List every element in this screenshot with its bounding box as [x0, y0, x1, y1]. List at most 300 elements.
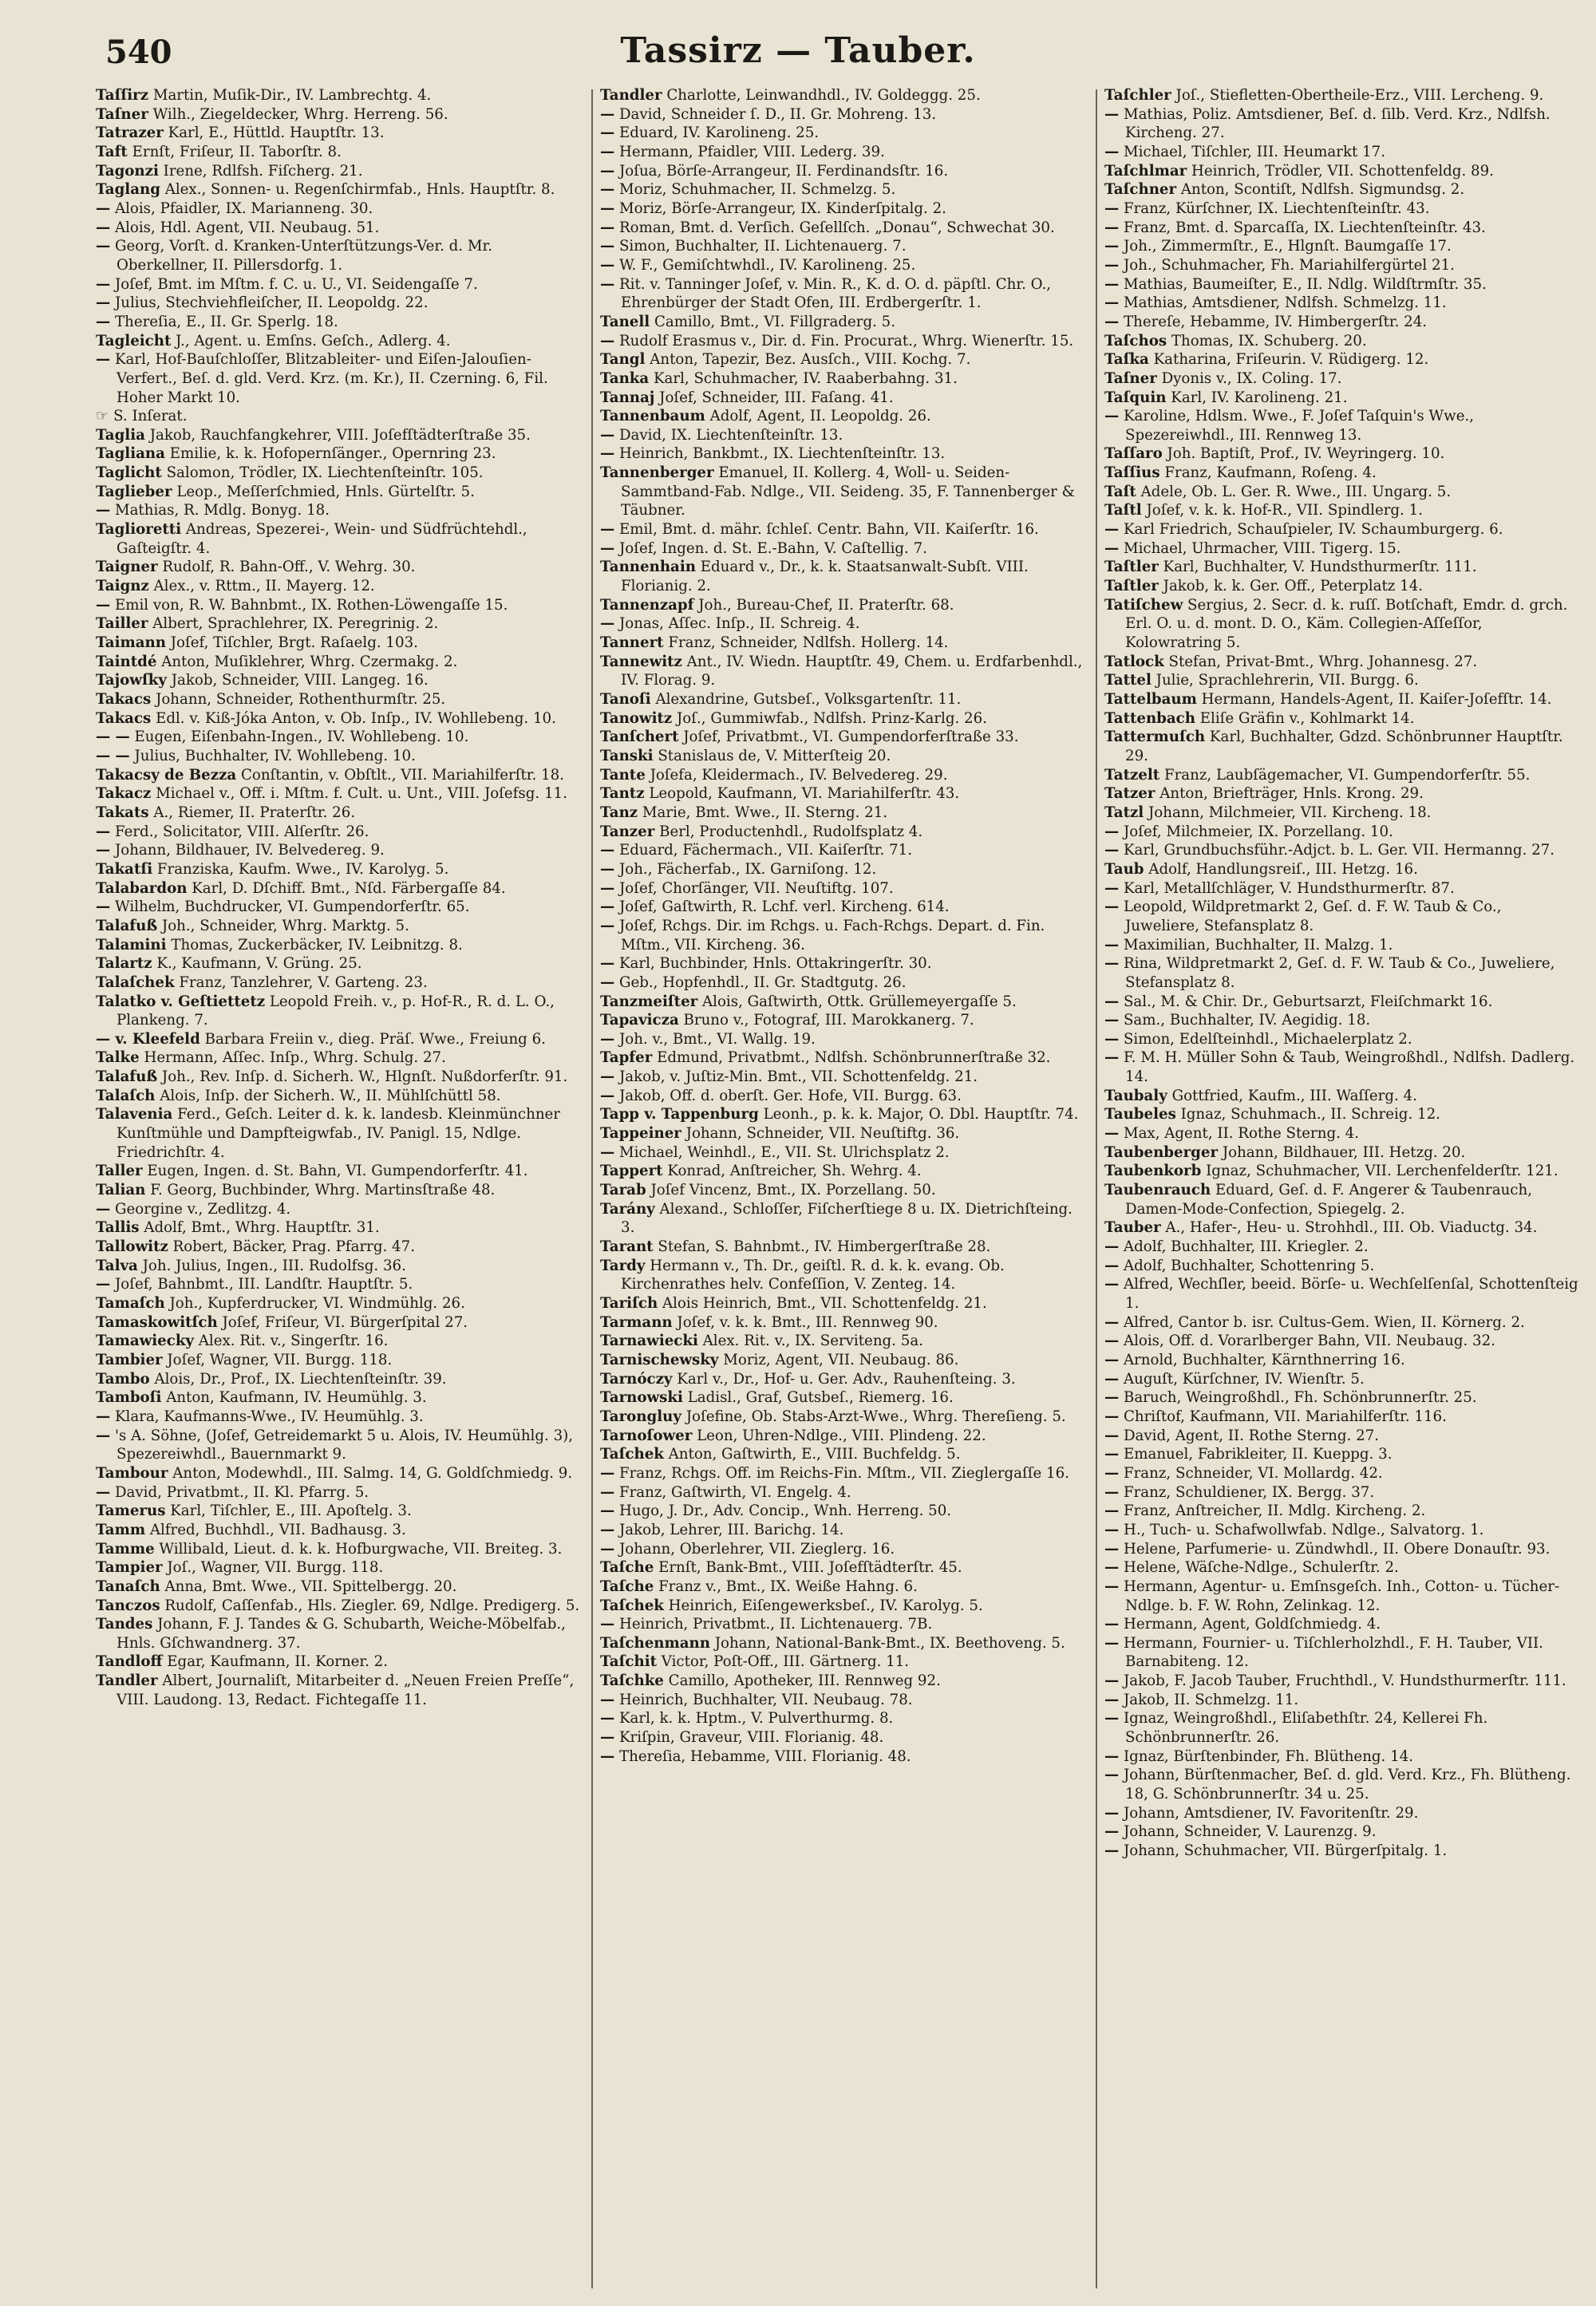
entry-details: Johann, Milchmeier, VII. Kircheng. 18.: [1144, 804, 1432, 821]
entry-surname: —: [600, 219, 615, 236]
directory-entry: [96, 1577, 584, 1597]
directory-entry: [96, 219, 584, 238]
entry-surname: Taſſaro: [1104, 445, 1163, 463]
entry-surname: —: [1104, 1333, 1120, 1350]
entry-surname: Tattermuſch: [1104, 729, 1206, 746]
entry-details: Joſef, v. k. k. Hof-R., VII. Spindlerg. 1.: [1141, 502, 1423, 519]
directory-entry: [600, 898, 1088, 917]
entry-surname: Takacz: [96, 785, 152, 803]
entry-surname: —: [600, 521, 615, 539]
directory-entry: [1104, 1502, 1580, 1521]
entry-details: Karl, E., Hüttld. Hauptſtr. 13.: [163, 124, 385, 142]
directory-entry: [600, 1427, 1088, 1446]
directory-entry: [1104, 1766, 1580, 1803]
entry-surname: Takacs: [96, 691, 152, 708]
entry-details: David, IX. Liechtenſteinſtr. 13.: [614, 426, 843, 444]
entry-details: Heinrich, Eiſengewerksbeſ., IV. Karolyg. 5.: [663, 1597, 983, 1614]
directory-entry: [96, 1048, 584, 1068]
entry-surname: —: [1104, 1672, 1120, 1690]
entry-details: Ferd., Geſch. Leiter d. k. k. landesb. Kleinmünchner Kunſtmühle und Dampfteigwfab., IV. Panigl. 15, Ndlge. Friedrichſtr. 4.: [117, 1106, 560, 1161]
directory-entry: [96, 823, 584, 842]
entry-surname: Taintdé: [96, 653, 157, 670]
directory-entry: [600, 1332, 1088, 1351]
entry-surname: Takats: [96, 804, 149, 821]
entry-details: Joh. Julius, Ingen., III. Rudolfsg. 36.: [137, 1257, 406, 1274]
entry-surname: —: [1104, 823, 1120, 840]
entry-surname: Tapfer: [600, 1049, 653, 1067]
entry-details: Ferd., Solicitator, VIII. Alſerſtr. 26.: [110, 823, 369, 840]
entry-details: Robert, Bäcker, Prag. Pfarrg. 47.: [168, 1238, 415, 1256]
directory-entry: [600, 728, 1088, 747]
entry-details: Stefan, Privat-Bmt., Whrg. Johannesg. 27.: [1163, 653, 1478, 670]
entry-surname: —: [1104, 238, 1120, 255]
directory-entry: [1104, 294, 1580, 313]
entry-surname: Taubeles: [1104, 1106, 1176, 1123]
entry-surname: Tattenbach: [1104, 709, 1195, 727]
entry-details: Karl, Hof-Bauſchloſſer, Blitzableiter- und Eiſen-Jalouſien-Verfert., Beſ. d. gld. Verd. Krz. (m. Kr.), II. Czerning. 6, Fil. Hoher Markt 10.: [110, 351, 548, 406]
directory-entry: [96, 1597, 584, 1616]
directory-entry: [600, 1068, 1088, 1087]
entry-surname: Tanzer: [600, 823, 655, 840]
directory-entry: [1104, 389, 1580, 408]
entry-surname: —: [600, 199, 615, 217]
entry-surname: —: [600, 1710, 615, 1728]
directory-entry: [600, 237, 1088, 256]
entry-details: Julius, Stechviehfleiſcher, II. Leopoldg. 22.: [110, 294, 429, 312]
entry-details: Joſef, Privatbmt., VI. Gumpendorferſtraße 33.: [678, 729, 1019, 746]
entry-details: Franz, Schuldiener, IX. Bergg. 37.: [1119, 1483, 1375, 1501]
entry-surname: Taſner: [96, 105, 148, 123]
entry-details: Eliſe Gräfin v., Kohlmarkt 14.: [1195, 709, 1415, 727]
entry-details: Thomas, Zuckerbäcker, IV. Leibnitzg. 8.: [166, 936, 463, 954]
entry-surname: —: [600, 1521, 615, 1538]
directory-entry: [1104, 1238, 1580, 1257]
entry-details: Ignaz, Weingroßhdl., Eliſabethſtr. 24, Kellerei Fh. Schönbrunnerſtr. 26.: [1119, 1710, 1488, 1747]
directory-entry: [96, 313, 584, 332]
entry-details: Michael, Uhrmacher, VIII. Tigerg. 15.: [1119, 539, 1401, 557]
entry-details: Joſef, Ingen. d. St. E.-Bahn, V. Caſtellig. 7.: [614, 539, 927, 557]
entry-surname: Tanaſch: [96, 1577, 160, 1595]
directory-entry: [96, 1200, 584, 1219]
entry-surname: —: [1104, 256, 1120, 274]
directory-entry: [600, 1351, 1088, 1370]
entry-details: Alois, Off. d. Vorarlberger Bahn, VII. Neubaug. 32.: [1119, 1333, 1495, 1350]
directory-entry: [96, 690, 584, 709]
entry-details: Thereſe, Hebamme, IV. Himbergerſtr. 24.: [1119, 313, 1428, 330]
directory-entry: [1104, 879, 1580, 898]
directory-entry: [96, 426, 584, 445]
entry-surname: Tattel: [1104, 672, 1152, 689]
entry-surname: Tagleicht: [96, 332, 172, 349]
directory-entry: [96, 1672, 584, 1709]
entry-details: Franz, Bmt. d. Sparcaſſa, IX. Liechtenſteinſtr. 43.: [1119, 219, 1486, 236]
entry-surname: Tamme: [96, 1540, 155, 1558]
directory-entry: [600, 1181, 1088, 1200]
entry-surname: —: [600, 1143, 615, 1161]
entry-surname: Tannenhain: [600, 559, 696, 576]
entry-surname: —: [1104, 199, 1120, 217]
entry-surname: Taſchner: [1104, 181, 1177, 199]
entry-details: Jakob, Lehrer, III. Barichg. 14.: [614, 1521, 844, 1538]
entry-details: Emilie, k. k. Hofopernſänger., Opernring 23.: [164, 445, 496, 463]
directory-entry: [600, 1577, 1088, 1597]
directory-entry: [1104, 1030, 1580, 1049]
entry-surname: —: [1104, 313, 1120, 330]
entry-details: Maximilian, Buchhalter, II. Malzg. 1.: [1119, 936, 1393, 954]
entry-surname: —: [1104, 955, 1120, 973]
entry-surname: Tarnawiecki: [600, 1333, 698, 1350]
entry-surname: Taignz: [96, 578, 149, 595]
entry-details: Eugen, Eiſenbahn-Ingen., IV. Wohllebeng. 10.: [129, 729, 469, 746]
entry-details: Johann, F. J. Tandes & G. Schubarth, Weiche-Möbelfab., Hnls. Gſchwandnerg. 37.: [117, 1616, 566, 1652]
entry-surname: —: [600, 1087, 615, 1104]
entry-details: Karl, Buchhalter, Gdzd. Schönbrunner Hauptſtr. 29.: [1125, 729, 1563, 764]
directory-entry: [600, 389, 1088, 408]
entry-surname: Tambier: [96, 1351, 163, 1368]
entry-surname: —: [600, 181, 615, 199]
entry-details: Conſtantin, v. Obſtlt., VII. Mariahilferſtr. 18.: [236, 766, 564, 784]
directory-entry: [96, 577, 584, 596]
directory-entry: [1104, 1181, 1580, 1218]
entry-details: Martin, Muſik-Dir., IV. Lambrechtg. 4.: [148, 87, 432, 104]
entry-surname: Tarnischewsky: [600, 1351, 719, 1368]
entry-details: Franz, Rchgs. Off. im Reichs-Fin. Mſtm., VII. Zieglergaſſe 16.: [614, 1464, 1069, 1482]
entry-surname: Taſchit: [600, 1653, 658, 1671]
directory-entry: [96, 1615, 584, 1653]
entry-details: Chriſtof, Kaufmann, VII. Mariahilferſtr. 116.: [1119, 1408, 1447, 1425]
directory-entry: [600, 199, 1088, 219]
directory-entry: [1104, 709, 1580, 729]
directory-entry: [1104, 501, 1580, 520]
entry-surname: —: [600, 1691, 615, 1708]
entry-surname: Tandler: [600, 87, 662, 104]
directory-entry: [1104, 1218, 1580, 1238]
directory-entry: [1104, 143, 1580, 162]
column-2: [600, 86, 1088, 2296]
directory-entry: [96, 917, 584, 936]
directory-entry: [600, 690, 1088, 709]
entry-details: Julie, Sprachlehrerin, VII. Burgg. 6.: [1151, 672, 1419, 689]
entry-details: Albert, Journaliſt, Mitarbeiter d. „Neuen Freien Preſſe“, VIII. Laudong. 13, Redact. Fichtegaſſe 11.: [117, 1672, 575, 1708]
directory-entry: [96, 860, 584, 879]
directory-entry: [96, 1162, 584, 1181]
entry-surname: Tarab: [600, 1182, 646, 1199]
directory-entry: [1104, 577, 1580, 596]
entry-details: Joſef, Wagner, VII. Burgg. 118.: [162, 1351, 393, 1368]
directory-entry: [96, 993, 584, 1030]
entry-surname: —: [1104, 1464, 1120, 1482]
directory-entry: [600, 143, 1088, 162]
directory-entry: [600, 520, 1088, 539]
entry-details: Jakob, v. Juſtiz-Min. Bmt., VII. Schottenfeldg. 21.: [614, 1068, 978, 1086]
entry-surname: Taimann: [96, 634, 166, 652]
directory-entry: [96, 653, 584, 672]
directory-entry: [1104, 1011, 1580, 1030]
entry-details: Dyonis v., IX. Coling. 17.: [1156, 369, 1342, 387]
directory-entry: [96, 1351, 584, 1370]
entry-surname: Taub: [1104, 860, 1144, 878]
directory-entry: [96, 596, 584, 615]
entry-surname: —: [600, 143, 615, 160]
directory-entry: [600, 464, 1088, 520]
entry-details: Franz, Schneider, VI. Mollardg. 42.: [1119, 1464, 1383, 1482]
directory-entry: [96, 1370, 584, 1389]
entry-details: A., Hafer-, Heu- u. Strohhdl., III. Ob. Viaductg. 34.: [1160, 1219, 1538, 1237]
entry-surname: Tailler: [96, 615, 148, 633]
entry-details: 's A. Söhne, (Joſef, Getreidemarkt 5 u. Alois, IV. Heumühlg. 3), Spezereiwhdl., Bauernmarkt 9.: [110, 1427, 574, 1463]
directory-entry: [600, 219, 1088, 238]
entry-surname: —: [1104, 1012, 1120, 1029]
directory-entry: [1104, 728, 1580, 765]
directory-entry: [600, 1143, 1088, 1163]
entry-details: F. M. H. Müller Sohn & Taub, Weingroßhdl., Ndlfsh. Dadlerg. 14.: [1119, 1049, 1575, 1086]
directory-entry: [600, 1709, 1088, 1728]
directory-entry: [1104, 313, 1580, 332]
entry-surname: —: [1104, 219, 1120, 236]
directory-entry: [600, 124, 1088, 143]
entry-surname: Tanowitz: [600, 709, 673, 727]
entry-details: Hermann, Agentur- u. Emſnsgeſch. Inh., Cotton- u. Tücher-Ndlge. b. F. W. Rohn, Zelinkag. 12.: [1119, 1577, 1560, 1614]
entry-surname: Tariſch: [600, 1295, 658, 1312]
entry-surname: —: [1104, 408, 1120, 425]
entry-surname: —: [600, 1540, 615, 1558]
entry-details: Rudolf, Caſſenfab., Hls. Ziegler. 69, Ndlge. Predigerg. 5.: [160, 1597, 580, 1614]
entry-details: Hermann, Handels-Agent, II. Kaiſer-Joſefſtr. 14.: [1196, 691, 1552, 708]
entry-details: Jonas, Aſſec. Inſp., II. Schreig. 4.: [614, 615, 860, 633]
entry-surname: —: [96, 1483, 111, 1501]
directory-entry: [600, 369, 1088, 389]
entry-details: Willibald, Lieut. d. k. k. Hofburgwache, VII. Breiteg. 3.: [154, 1540, 563, 1558]
directory-entry: [1104, 237, 1580, 256]
entry-surname: —: [1104, 1502, 1120, 1520]
directory-entry: [96, 1464, 584, 1483]
entry-details: Eugen, Ingen. d. St. Bahn, VI. Gumpendorferſtr. 41.: [142, 1163, 528, 1180]
directory-entry: [1104, 86, 1580, 105]
entry-surname: — v. Kleefeld: [96, 1030, 200, 1048]
entry-surname: Taſche: [600, 1577, 654, 1595]
entry-surname: Taſſius: [1104, 464, 1160, 482]
directory-entry: [600, 823, 1088, 842]
directory-entry: [96, 614, 584, 634]
entry-surname: Tanoſi: [600, 691, 651, 708]
entry-details: Hermann v., Th. Dr., geiſtl. R. d. k. k. evang. Ob. Kirchenrathes helv. Confeſſion, V. Zenteg. 14.: [621, 1257, 1005, 1293]
directory-entry: [1104, 256, 1580, 275]
directory-entry: [96, 143, 584, 162]
entry-details: Ladisl., Graf, Gutsbeſ., Riemerg. 16.: [682, 1389, 954, 1407]
directory-entry: [600, 784, 1088, 804]
entry-surname: Talaſchek: [96, 973, 175, 991]
directory-entry: [1104, 350, 1580, 369]
directory-entry: [96, 124, 584, 143]
directory-entry: [1104, 1691, 1580, 1710]
directory-entry: [96, 1105, 584, 1162]
entry-surname: Taglieber: [96, 483, 172, 500]
directory-entry: [1104, 1615, 1580, 1634]
entry-details: Joh., Rev. Inſp. d. Sicherh. W., Hlgnſt. Nußdorferſtr. 91.: [157, 1068, 568, 1086]
entry-details: Johann, Bildhauer, III. Hetzg. 20.: [1218, 1143, 1466, 1161]
directory-entry: [96, 898, 584, 917]
entry-details: Mathias, Baumeiſter, E., II. Ndlg. Wildſtrmſtr. 35.: [1119, 275, 1487, 293]
directory-entry: [600, 1653, 1088, 1672]
column-1: [96, 86, 584, 2296]
entry-surname: Tanell: [600, 313, 650, 330]
entry-surname: Taſtler: [1104, 578, 1159, 595]
entry-surname: Taglioretti: [96, 521, 182, 539]
directory-entry: [96, 444, 584, 464]
entry-details: Franz, Laubſägemacher, VI. Gumpendorferſtr. 55.: [1159, 766, 1531, 784]
entry-details: Alex., v. Rttm., II. Mayerg. 12.: [148, 578, 375, 595]
entry-details: A., Riemer, II. Praterſtr. 26.: [148, 804, 356, 821]
entry-details: Edl. v. Kiß-Jóka Anton, v. Ob. Inſp., IV. Wohllebeng. 10.: [151, 709, 556, 727]
directory-entry: [96, 1332, 584, 1351]
directory-entry: [1104, 1048, 1580, 1086]
entry-details: Michael, Tiſchler, III. Heumarkt 17.: [1119, 143, 1385, 160]
entry-surname: —: [1104, 521, 1120, 539]
entry-details: Joſef, Gaſtwirth, R. Lchf. verl. Kircheng. 614.: [614, 898, 950, 916]
directory-entry: [96, 162, 584, 181]
directory-entry: [600, 1087, 1088, 1106]
entry-details: Adolf, Bmt., Whrg. Hauptſtr. 31.: [139, 1219, 380, 1237]
entry-surname: Talartz: [96, 955, 152, 973]
entry-details: Charlotte, Leinwandhdl., IV. Goldeggg. 25.: [662, 87, 981, 104]
entry-details: Sal., M. & Chir. Dr., Geburtsarzt, Fleiſchmarkt 16.: [1119, 993, 1493, 1010]
entry-details: Ignaz, Schuhmacher, VII. Lerchenfelderſtr. 121.: [1201, 1163, 1558, 1180]
entry-surname: —: [96, 238, 111, 255]
entry-surname: —: [1104, 1276, 1120, 1293]
entry-surname: Taſchos: [1104, 332, 1167, 349]
entry-surname: —: [96, 596, 111, 614]
directory-entry: [1104, 898, 1580, 935]
directory-entry: [96, 879, 584, 898]
directory-entry: [96, 784, 584, 804]
entry-surname: Taſquin: [1104, 389, 1167, 406]
entry-surname: —: [600, 1464, 615, 1482]
entry-surname: —: [1104, 294, 1120, 312]
directory-entry: [96, 747, 584, 766]
directory-entry: [600, 180, 1088, 199]
entry-details: Karl, Buchhalter, V. Hundsthurmerſtr. 111.: [1158, 559, 1477, 576]
entry-details: Mathias, Poliz. Amtsdiener, Beſ. d. ſilb. Verd. Krz., Ndlfsh. Kircheng. 27.: [1119, 105, 1551, 142]
directory-entry: [600, 1445, 1088, 1464]
directory-entry: [96, 1427, 584, 1464]
entry-details: Camillo, Bmt., VI. Fillgraderg. 5.: [650, 313, 896, 330]
entry-surname: —: [600, 445, 615, 463]
entry-details: Franz, Gaſtwirth, VI. Engelg. 4.: [614, 1483, 851, 1501]
entry-details: Joh. Baptiſt, Prof., IV. Weyringerg. 10.: [1162, 445, 1445, 463]
entry-details: Alfred, Wechſler, beeid. Börſe- u. Wechſelſenſal, Schottenſteig 1.: [1119, 1276, 1578, 1312]
entry-surname: Taſche: [600, 1559, 654, 1577]
entry-details: Auguſt, Kürſchner, IV. Wienſtr. 5.: [1119, 1370, 1365, 1388]
entry-details: Joſef, Friſeur, VI. Bürgerſpital 27.: [217, 1313, 468, 1331]
entry-surname: Tanka: [600, 369, 650, 387]
entry-surname: —: [1104, 1030, 1120, 1048]
entry-details: Anna, Bmt. Wwe., VII. Spittelbergg. 20.: [160, 1577, 457, 1595]
entry-details: Karl, Grundbuchsführ.-Adjct. b. L. Ger. VII. Hermanng. 27.: [1119, 842, 1555, 859]
entry-surname: —: [1104, 1540, 1120, 1558]
directory-entry: [600, 766, 1088, 785]
entry-surname: —: [1104, 1691, 1120, 1708]
entry-surname: —: [96, 1200, 111, 1218]
directory-entry: [96, 501, 584, 520]
entry-details: Joſef, Tiſchler, Brgt. Raſaelg. 103.: [165, 634, 418, 652]
entry-surname: Tamm: [96, 1521, 146, 1538]
directory-entry: [600, 86, 1088, 105]
column-divider: [591, 89, 593, 2288]
directory-entry: [600, 1048, 1088, 1068]
directory-entry: [1104, 332, 1580, 351]
entry-surname: Tannert: [600, 634, 664, 652]
entry-surname: Tarongluy: [600, 1408, 681, 1425]
entry-details: Michael v., Off. i. Mſtm. f. Cult. u. Unt., VIII. Joſefsg. 11.: [151, 785, 567, 803]
directory-entry: [1104, 219, 1580, 238]
entry-surname: Taubenkorb: [1104, 1163, 1202, 1180]
entry-surname: —: [96, 1427, 111, 1444]
entry-details: Joh. v., Bmt., VI. Wallg. 19.: [614, 1030, 816, 1048]
entry-details: Ignaz, Schuhmach., II. Schreig. 12.: [1175, 1106, 1440, 1123]
entry-details: Franz, Schneider, Ndlfsh. Hollerg. 14.: [663, 634, 949, 652]
entry-details: Anton, Briefträger, Hnls. Krong. 29.: [1155, 785, 1424, 803]
entry-details: Joſ., Stiefletten-Obertheile-Erz., VIII. Lercheng. 9.: [1171, 87, 1544, 104]
entry-surname: —: [600, 256, 615, 274]
entry-details: Leopold Freih. v., p. Hof-R., R. d. L. O., Plankeng. 7.: [117, 993, 555, 1029]
directory-entry: [96, 973, 584, 993]
entry-details: Anton, Gaſtwirth, E., VIII. Buchfeldg. 5.: [663, 1446, 961, 1463]
entry-details: Stefan, S. Bahnbmt., IV. Himbergerſtraße 28.: [653, 1238, 991, 1256]
directory-entry: [96, 1408, 584, 1427]
entry-details: Karl, D. Dſchiff. Bmt., Nſd. Färbergaſſe 84.: [187, 879, 506, 897]
entry-surname: Takacs: [96, 709, 152, 727]
entry-surname: Tamawiecky: [96, 1333, 194, 1350]
directory-entry: [600, 614, 1088, 634]
directory-entry: [1104, 1143, 1580, 1163]
entry-surname: Taſchler: [1104, 87, 1171, 104]
directory-entry: [1104, 444, 1580, 464]
entry-details: Alois, Dr., Prof., IX. Liechtenſteinſtr. 39.: [149, 1370, 447, 1388]
directory-entry: [600, 1388, 1088, 1408]
entry-surname: —: [1104, 1842, 1120, 1860]
directory-entry: [96, 558, 584, 577]
directory-entry: [1104, 539, 1580, 559]
directory-entry: [1104, 1521, 1580, 1540]
entry-surname: —: [1104, 1370, 1120, 1388]
directory-entry: [96, 350, 584, 407]
entry-details: Johann, Schneider, Rothenthurmſtr. 25.: [151, 691, 446, 708]
entry-details: Berl, Productenhdl., Rudolfsplatz 4.: [654, 823, 923, 840]
entry-surname: Tannenbaum: [600, 408, 705, 425]
entry-details: Joſefine, Ob. Stabs-Arzt-Wwe., Whrg. Thereſieng. 5.: [681, 1408, 1066, 1425]
entry-details: Roman, Bmt. d. Verſich. Geſellſch. „Donau“, Schwechat 30.: [614, 219, 1055, 236]
entry-details: Georgine v., Zedlitzg. 4.: [110, 1200, 291, 1218]
entry-surname: Taglang: [96, 181, 160, 199]
entry-details: Jakob, F. Jacob Tauber, Fruchthdl., V. Hundsthurmerſtr. 111.: [1119, 1672, 1566, 1690]
directory-entry: [600, 1294, 1088, 1313]
entry-details: Eduard, Geſ. d. F. Angerer & Taubenrauch, Damen-Mode-Confection, Spiegelg. 2.: [1125, 1182, 1532, 1218]
directory-entry: [1104, 369, 1580, 389]
column-divider: [1096, 89, 1097, 2288]
directory-entry: [600, 709, 1088, 729]
directory-entry: [1104, 558, 1580, 577]
entry-surname: Taſchenmann: [600, 1634, 710, 1652]
entry-details: Johann, National-Bank-Bmt., IX. Beethoveng. 5.: [709, 1634, 1065, 1652]
directory-entry: [600, 747, 1088, 766]
entry-surname: Taſtler: [1104, 559, 1159, 576]
directory-entry: [96, 954, 584, 973]
entry-details: Adolf, Buchhalter, Schottenring 5.: [1119, 1257, 1375, 1274]
entry-surname: Tarmann: [600, 1313, 673, 1331]
entry-surname: —: [1104, 993, 1120, 1010]
entry-details: Joſefa, Kleidermach., IV. Belvedereg. 29.: [645, 766, 948, 784]
entry-surname: —: [1104, 1389, 1120, 1407]
